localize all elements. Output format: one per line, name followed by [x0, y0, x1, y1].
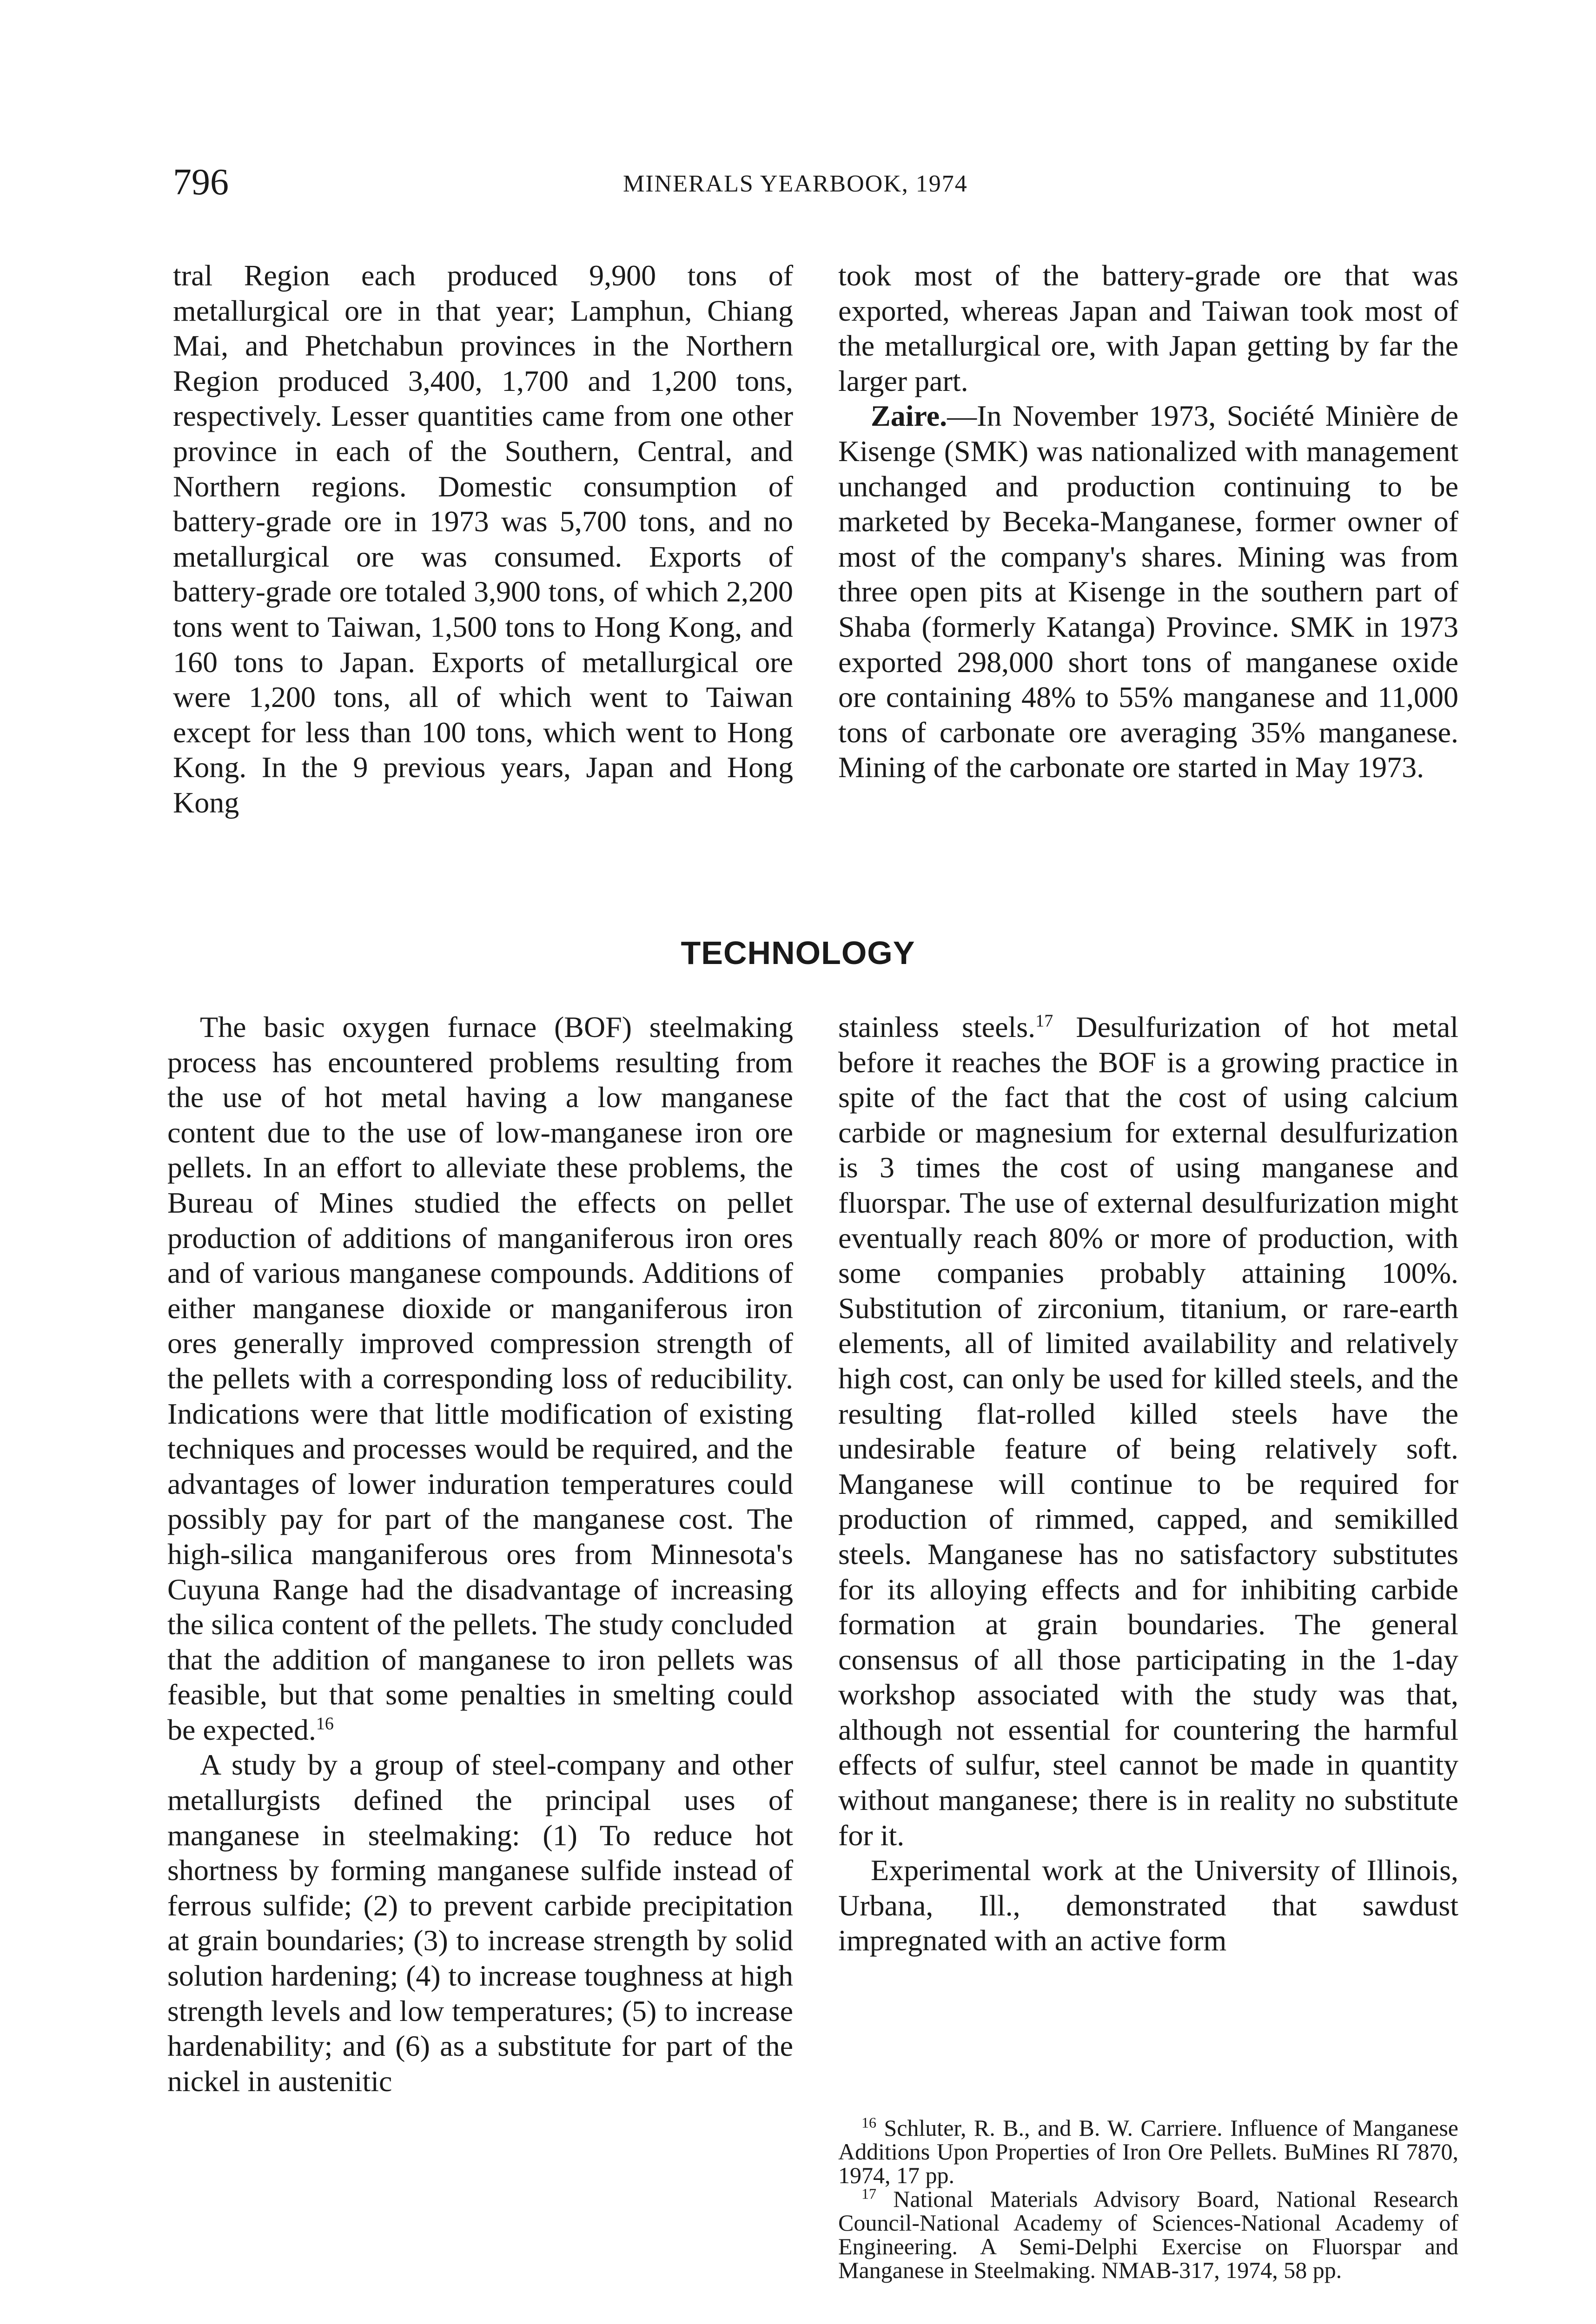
desulfurization-lead: stainless steels. — [838, 1010, 1036, 1043]
technology-left-column — [167, 1010, 793, 2099]
manganese-uses-paragraph: A study by a group of steel-company and other metallurgists defined the principal uses of manganese in steelmaking: (1) To reduce hot shortness by forming manganese sulfide instead of ferrous sulfide; (2) to prevent carbide precipitation at grain boundaries; (3) to increase strength by solid solution hardening; (4) to increase toughness at high strength levels and low temperatures; (5) to increase hardenability; and (6) as a substitute for part of the nickel in austenitic — [167, 1748, 793, 2098]
zaire-run-in-heading: Zaire. — [871, 399, 947, 433]
continued-paragraph-end: took most of the battery-grade ore that was exported, whereas Japan and Taiwan took most of the metallurgical ore, with Japan getting by far the larger part. — [838, 259, 1458, 397]
zaire-text: —In November 1973, Société Minière de Kisenge (SMK) was nationalized with management unchanged and production continuing to be marketed by Beceka-Manganese, former owner of most of the company's shares. Mining was from three open pits at Kisenge in the southern part of Shaba (formerly Katanga) Province. SMK in 1973 exported 298,000 short tons of manganese oxide ore containing 48% to 55% manganese and 11,000 tons of carbonate ore averaging 35% manganese. Mining of the carbonate ore started in May 1973. — [838, 399, 1458, 784]
bof-pellets-paragraph — [167, 1010, 793, 1747]
top-right-column — [838, 258, 1458, 785]
footnote-17 — [838, 2187, 1458, 2282]
bof-pellets-text: The basic oxygen furnace (BOF) steelmaking process has encountered problems resulting from the use of hot metal having a low manganese content due to the use of low-manganese iron ore pellets. In an effort to alleviate these problems, the Bureau of Mines studied the effects on pellet production of additions of manganiferous iron ores and of various manganese compounds. Additions of either manganese dioxide or manganiferous iron ores generally improved compression strength of the pellets with a corresponding loss of reducibility. Indications were that little modification of existing techniques and processes would be required, and the advantages of lower induration temperatures could possibly pay for part of the manganese cost. The high-silica manganiferous ores from Minnesota's Cuyuna Range had the disadvantage of increasing the silica content of the pellets. The study concluded that the addition of manganese to iron pellets was feasible, but that some penalties in smelting could be expected. — [167, 1010, 793, 1746]
footnote-number-16: 16 — [861, 2114, 876, 2131]
continued-paragraph: tral Region each produced 9,900 tons of metallurgical ore in that year; Lamphun, Chiang Mai, and Phetchabun provinces in the Northern Region produced 3,400, 1,700 and 1,200 tons, respectively. Lesser quantities came from one other province in each of the Southern, Central, and Northern regions. Domestic consumption of battery-grade ore in 1973 was 5,700 tons, and no metallurgical ore was consumed. Exports of battery-grade ore totaled 3,900 tons, of which 2,200 tons went to Taiwan, 1,500 tons to Hong Kong, and 160 tons to Japan. Exports of metallurgical ore were 1,200 tons, all of which went to Taiwan except for less than 100 tons, which went to Hong Kong. In the 9 previous years, Japan and Hong Kong — [173, 259, 793, 819]
footnote-text-16: Schluter, R. B., and B. W. Carriere. Influence of Manganese Additions Upon Properties of Iron Ore Pellets. BuMines RI 7870, 1974, 17 pp. — [838, 2115, 1458, 2188]
page-number: 796 — [173, 162, 229, 203]
sawdust-paragraph: Experimental work at the University of Illinois, Urbana, Ill., demonstrated that sawdust impregnated with an active form — [838, 1854, 1458, 1957]
zaire-paragraph — [838, 398, 1458, 785]
section-heading-technology: TECHNOLOGY — [681, 935, 915, 971]
footnotes — [838, 2116, 1458, 2282]
footnote-ref-16: 16 — [316, 1714, 334, 1734]
footnote-number-17: 17 — [861, 2185, 876, 2202]
desulfurization-text: Desulfurization of hot metal before it reaches the BOF is a growing practice in spite of the fact that the cost of using calcium carbide or magnesium for external desulfurization is 3 times the cost of using manganese and fluorspar. The use of external desulfurization might eventually reach 80% or more of production, with some companies probably attaining 100%. Substitution of zirconium, titanium, or rare-earth elements, all of limited availability and relatively high cost, can only be used for killed steels, and the resulting flat-rolled killed steels have the undesirable feature of being relatively soft. Manganese will continue to be required for production of rimmed, capped, and semikilled steels. Manganese has no satisfactory substitutes for its alloying effects and for inhibiting carbide formation at grain boundaries. The general consensus of all those participating in the 1-day workshop associated with the study was that, although not essential for countering the harmful effects of sulfur, steel cannot be made in quantity without manganese; there is in reality no substitute for it. — [838, 1010, 1459, 1852]
footnote-text-17: National Materials Advisory Board, National Research Council-National Academy of Sciences-National Academy of Engineering. A Semi-Delphi Exercise on Fluorspar and Manganese in Steelmaking. NMAB-317, 1974, 58 pp. — [838, 2186, 1458, 2283]
desulfurization-paragraph — [838, 1010, 1458, 1853]
running-head: MINERALS YEARBOOK, 1974 — [623, 171, 968, 197]
top-left-column — [173, 258, 793, 820]
footnote-16 — [838, 2116, 1458, 2187]
technology-right-column — [838, 1010, 1458, 1958]
footnote-ref-17: 17 — [1035, 1011, 1053, 1031]
